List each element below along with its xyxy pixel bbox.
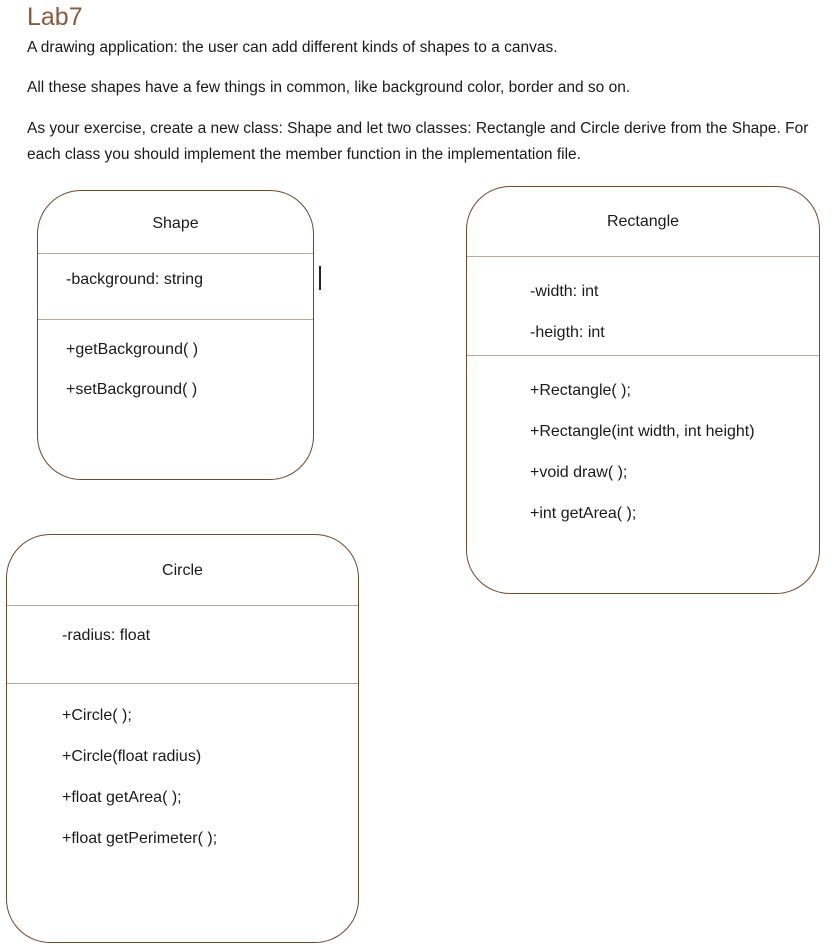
rectangle-method: +void draw( ); [530,464,628,481]
circle-attribute-divider [7,683,358,684]
document-title: Lab7 [27,3,83,31]
rectangle-method: +Rectangle(int width, int height) [530,423,755,440]
intro-paragraph: A drawing application: the user can add different kinds of shapes to a canvas. [27,39,558,56]
circle-method: +Circle( ); [62,707,132,724]
rectangle-attribute: -width: int [530,283,599,300]
rectangle-method: +Rectangle( ); [530,382,631,399]
rectangle-name-divider [467,256,819,257]
shape-name-divider [38,253,313,254]
exercise-paragraph: As your exercise, create a new class: Shape and let two classes: Rectangle and Circle derive from the Shape. For each class you should implement the member function in the implementation file. [27,120,809,163]
rectangle-attribute: -heigth: int [530,324,605,341]
text-cursor [319,266,321,290]
common-features-paragraph: All these shapes have a few things in common, like background color, border and so on. [27,79,631,96]
circle-attribute: -radius: float [62,627,151,644]
circle-name-divider [7,605,358,606]
circle-method: +float getPerimeter( ); [62,830,218,847]
shape-attribute-divider [38,319,313,320]
shape-class-name: Shape [152,215,199,232]
rectangle-class-box [466,186,820,594]
circle-class-name: Circle [162,562,203,579]
circle-method: +float getArea( ); [62,789,182,806]
rectangle-attribute-divider [467,355,819,356]
shape-method: +setBackground( ) [66,381,198,398]
shape-attribute: -background: string [66,271,203,288]
shape-method: +getBackground( ) [66,341,199,358]
shape-class-box [37,190,314,480]
circle-class-box [6,534,359,943]
circle-method: +Circle(float radius) [62,748,202,765]
rectangle-class-name: Rectangle [606,213,680,230]
rectangle-method: +int getArea( ); [530,505,637,522]
